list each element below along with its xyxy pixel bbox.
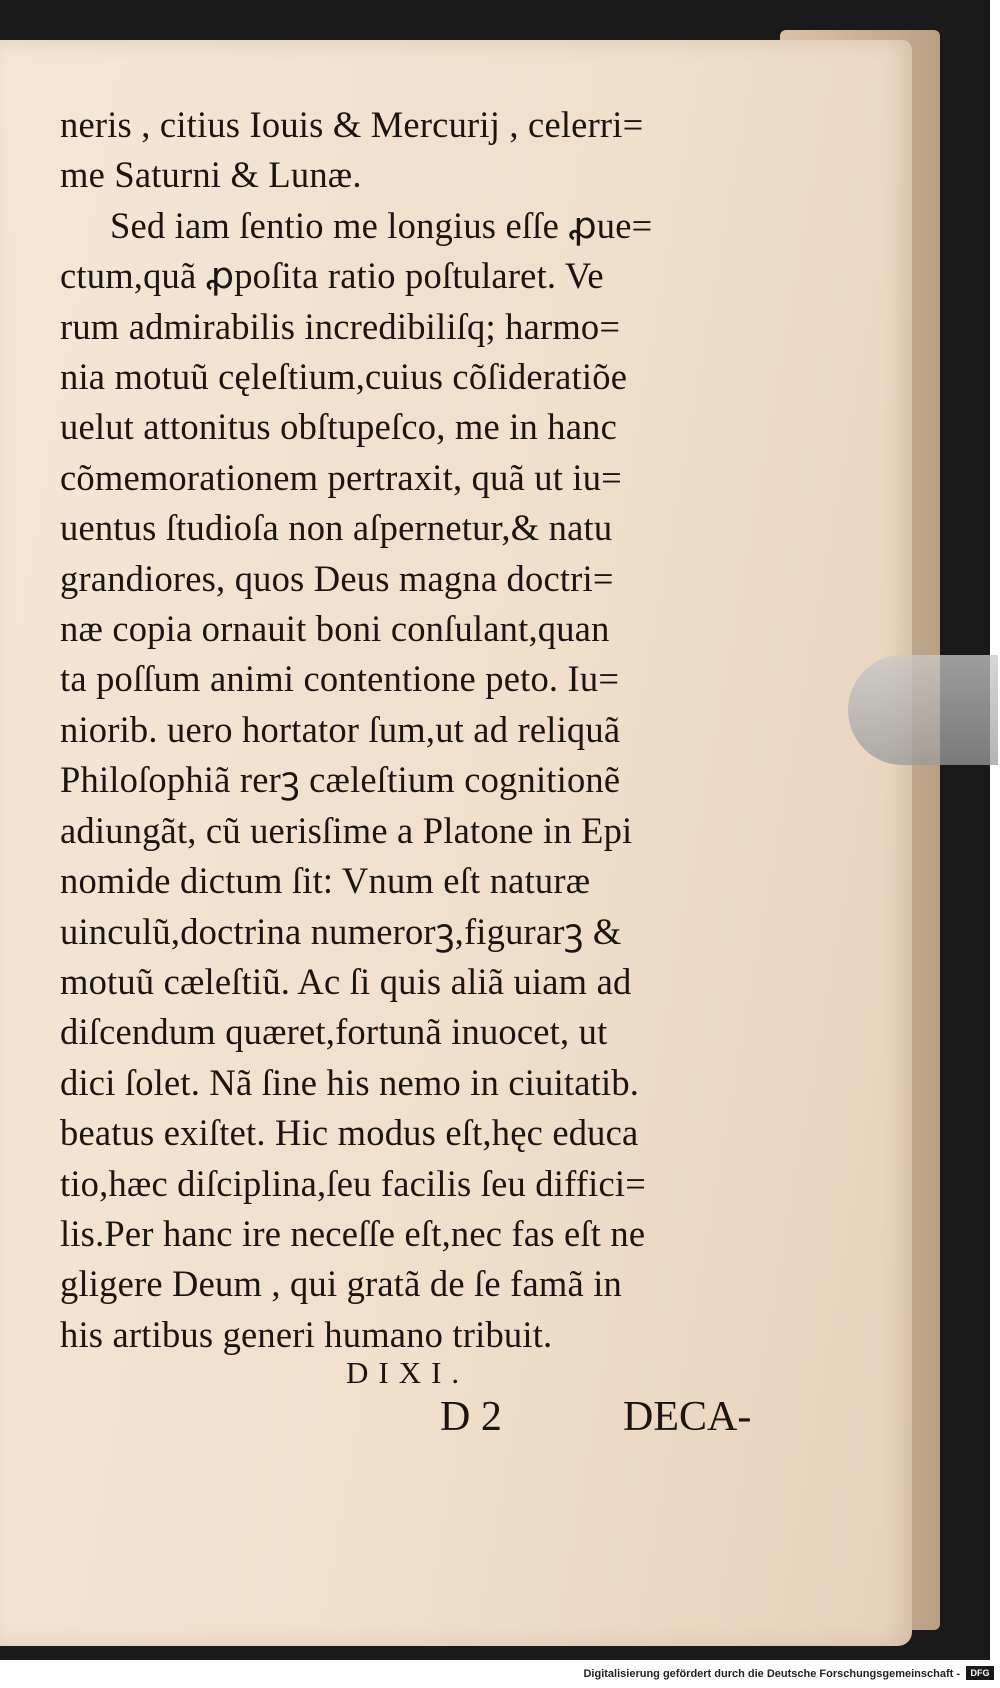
- text-line: ctum,quã ꝓpoſita ratio poſtularet. Ve: [60, 255, 604, 297]
- text-line: adiungãt, cũ uerisſime a Platone in Epi: [60, 809, 633, 851]
- text-line: me Saturni & Lunæ.: [60, 154, 362, 196]
- text-line: his artibus generi humano tribuit.: [60, 1313, 553, 1355]
- text-line: Philoſophiã rerꝫ cæleſtium cognitionẽ: [60, 759, 621, 801]
- text-line: diſcendum quæret,fortunã inuocet, ut: [60, 1011, 608, 1053]
- text-line: tio,hæc diſciplina,ſeu facilis ſeu diffici=: [60, 1162, 647, 1204]
- signature-mark: D 2: [440, 1394, 502, 1440]
- text-line: neris , citius Iouis & Mercurij , celerri=: [60, 104, 644, 145]
- text-line: uelut attonitus obſtupeſco, me in hanc: [60, 406, 618, 448]
- text-line: næ copia ornauit boni conſulant,quan: [60, 608, 610, 650]
- footer-credit: Digitalisierung gefördert durch die Deutsche Forschungsgemeinschaft -: [583, 1668, 960, 1680]
- text-line: lis.Per hanc ire neceſſe eſt,nec fas eſt ne: [60, 1212, 646, 1254]
- text-line: uentus ſtudioſa non aſpernetur,& natu: [60, 507, 613, 549]
- text-line: niorib. uero hortator ſum,ut ad reliquã: [60, 708, 621, 750]
- text-line: nomide dictum ſit: Vnum eſt naturæ: [60, 860, 591, 902]
- catchword: DECA-: [623, 1394, 752, 1440]
- text-line: cõmemorationem pertraxit, quã ut iu=: [60, 456, 622, 498]
- text-line: gligere Deum , qui gratã de ſe famã in: [60, 1263, 622, 1305]
- text-line: ta poſſum animi contentione peto. Iu=: [60, 658, 620, 700]
- closing-word: DIXI.: [346, 1355, 470, 1390]
- page-text: [60, 100, 820, 1360]
- dfg-logo-icon: DFG: [966, 1666, 994, 1680]
- text-line: motuũ cæleſtiũ. Ac ſi quis aliã uiam ad: [60, 960, 632, 1002]
- text-line: uinculũ,doctrina numerorꝫ,figurarꝫ &: [60, 910, 622, 952]
- text-line: nia motuũ cęleſtium,cuius cõſideratiõe: [60, 356, 628, 398]
- text-line: Sed iam ſentio me longius eſſe ꝓue=: [110, 204, 653, 246]
- page-clip: [848, 655, 998, 765]
- text-line: grandiores, quos Deus magna doctri=: [60, 557, 614, 599]
- text-line: dici ſolet. Nã ſine his nemo in ciuitatib.: [60, 1061, 640, 1103]
- text-line: beatus exiſtet. Hic modus eſt,hęc educa: [60, 1112, 639, 1154]
- text-line: rum admirabilis incredibiliſq; harmo=: [60, 305, 621, 347]
